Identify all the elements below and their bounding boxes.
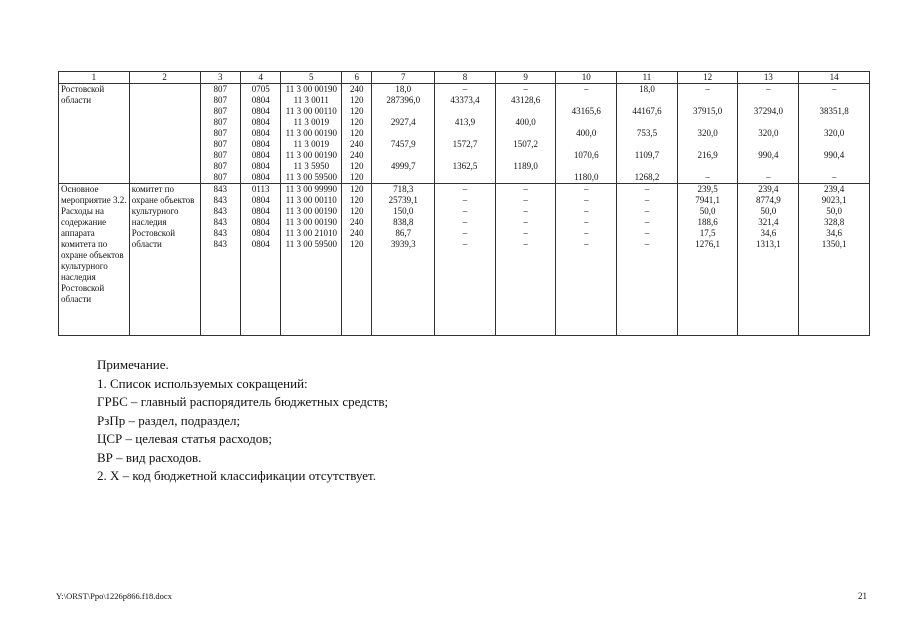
table-cell: 1362,5 — [452, 161, 478, 171]
table-cell: 0804 — [251, 106, 270, 116]
column-cell-1 — [59, 184, 130, 306]
table-cell: – — [523, 228, 528, 238]
table-row-group1 — [59, 84, 870, 184]
table-cell: 11 3 00 59500 — [285, 172, 337, 182]
table-cell: 120 — [350, 184, 364, 194]
table-cell: – — [705, 84, 710, 94]
column-cell-4 — [241, 184, 281, 306]
table-cell: 400,0 — [576, 128, 597, 138]
column-cell-12 — [677, 184, 738, 306]
table-cell: – — [584, 239, 589, 249]
column-cell-6 — [342, 84, 372, 184]
table-cell: 1180,0 — [574, 172, 599, 182]
footer-file-path: Y:\ORST\Ppo\1226p866.f18.docx — [56, 591, 172, 601]
empty-cell — [435, 305, 496, 336]
table-cell: 320,0 — [697, 128, 718, 138]
table-cell — [498, 172, 554, 183]
table-cell: 50,0 — [826, 206, 842, 216]
table-cell: 3939,3 — [390, 239, 416, 249]
column-cell-10 — [556, 84, 617, 184]
column-cell-3 — [200, 184, 240, 306]
table-cell: 807 — [213, 117, 228, 127]
column-cell-5 — [281, 184, 342, 306]
table-cell: 807 — [213, 106, 228, 116]
table-cell: 44167,6 — [632, 106, 662, 116]
table-cell: 0804 — [251, 117, 270, 127]
column-cell-6 — [342, 184, 372, 306]
table-cell: 0804 — [251, 161, 270, 171]
table-cell: – — [462, 184, 468, 194]
empty-cell — [738, 305, 799, 336]
table-cell: 25739,1 — [388, 195, 418, 205]
table-cell: – — [766, 84, 771, 94]
empty-cell — [129, 305, 200, 336]
header-cell: 8 — [435, 72, 496, 84]
table-cell — [437, 172, 493, 183]
budget-table — [58, 71, 870, 336]
table-cell: – — [523, 217, 528, 227]
header-cell: 4 — [241, 72, 281, 84]
table-cell: – — [462, 217, 468, 227]
table-cell: 753,5 — [636, 128, 658, 138]
table-cell: 0804 — [251, 239, 270, 249]
table-cell: 843 — [213, 184, 228, 194]
header-cell: 11 — [617, 72, 678, 84]
table-cell: 120 — [350, 239, 364, 249]
table-cell: 50,0 — [760, 206, 777, 216]
table-cell: 843 — [213, 217, 228, 227]
table-cell — [680, 161, 736, 172]
column-cell-2 — [129, 84, 200, 184]
header-cell: 12 — [677, 72, 738, 84]
table-cell: – — [523, 239, 528, 249]
table-cell: 86,7 — [395, 228, 412, 238]
table-cell: 328,8 — [823, 217, 845, 227]
table-cell — [437, 106, 493, 117]
column-cell-12 — [677, 84, 738, 184]
note-line-1: 1. Список используемых сокращений: — [97, 375, 308, 391]
header-cell: 2 — [129, 72, 200, 84]
table-cell: 0804 — [251, 95, 270, 105]
table-cell — [619, 139, 675, 150]
table-cell — [740, 161, 796, 172]
responsible-executor: комитет по охране объектов культурного наследия Ростовской области — [131, 184, 195, 249]
table-cell: 8774,9 — [755, 195, 781, 205]
table-cell: 11 3 0011 — [293, 95, 329, 105]
column-cell-9 — [495, 84, 556, 184]
table-cell — [374, 150, 432, 161]
table-cell: – — [584, 206, 589, 216]
table-cell — [498, 106, 554, 117]
table-cell: 11 3 00 00110 — [285, 106, 337, 116]
note-line-3: РзПр – раздел, подраздел; — [97, 412, 241, 428]
table-cell: 240 — [350, 84, 364, 94]
table-cell: – — [644, 195, 650, 205]
table-cell: 807 — [213, 128, 228, 138]
table-cell: 2927,4 — [390, 117, 416, 127]
table-cell: 240 — [350, 139, 364, 149]
table-cell: 1276,1 — [695, 239, 721, 249]
row-heading: Ростовской области — [61, 84, 105, 105]
table-cell — [374, 172, 432, 183]
table-cell: – — [584, 195, 589, 205]
note-line-5: ВР – вид расходов. — [97, 449, 202, 465]
column-cell-5 — [281, 84, 342, 184]
note-block — [97, 356, 388, 486]
note-line-4: ЦСР – целевая статья расходов; — [97, 431, 272, 446]
table-cell: 240 — [350, 228, 364, 238]
column-cell-14 — [799, 184, 870, 306]
column-cell-7 — [372, 84, 435, 184]
table-cell: 838,8 — [393, 217, 414, 227]
table-cell: 11 3 00 00190 — [285, 128, 337, 138]
table-cell: 718,3 — [393, 184, 414, 194]
header-row — [59, 72, 870, 84]
table-cell — [740, 139, 796, 150]
column-cell-13 — [738, 184, 799, 306]
empty-cell — [495, 305, 556, 336]
table-cell: 843 — [213, 239, 228, 249]
table-cell: 11 3 00 59500 — [285, 239, 337, 249]
table-cell: 807 — [213, 139, 228, 149]
table-cell: 0804 — [251, 195, 270, 205]
empty-cell — [677, 305, 738, 336]
table-cell: 0705 — [251, 84, 270, 94]
table-cell: 11 3 00 00190 — [285, 84, 337, 94]
table-cell: 50,0 — [699, 206, 716, 216]
table-cell — [619, 95, 675, 106]
table-cell: 17,5 — [699, 228, 716, 238]
column-cell-11 — [617, 184, 678, 306]
table-cell: 239,4 — [758, 184, 779, 194]
column-cell-9 — [495, 184, 556, 306]
table-cell — [498, 128, 554, 139]
note-line-6: 2. Х – код бюджетной классификации отсутствует. — [97, 468, 377, 483]
table-cell: – — [584, 217, 589, 227]
table-cell: – — [523, 206, 528, 216]
table-cell: 7941,1 — [695, 195, 721, 205]
table-cell: 1313,1 — [755, 239, 781, 249]
table-cell: 37294,0 — [753, 106, 783, 116]
table-cell: – — [462, 84, 468, 94]
table-cell: 807 — [213, 95, 228, 105]
table-cell — [374, 106, 432, 117]
table-cell: 11 3 0019 — [293, 117, 330, 127]
header-cell: 10 — [556, 72, 617, 84]
table-cell: 120 — [350, 172, 364, 182]
table-cell: 1070,6 — [573, 150, 599, 160]
table-cell — [558, 95, 614, 106]
column-cell-2 — [129, 184, 200, 306]
table-cell: 150,0 — [393, 206, 414, 216]
table-cell: 0804 — [251, 228, 270, 238]
table-cell: 0804 — [251, 150, 270, 160]
table-cell: – — [462, 206, 468, 216]
table-cell: 239,5 — [697, 184, 718, 194]
table-cell: 1109,7 — [634, 150, 660, 160]
table-cell — [740, 95, 796, 106]
table-cell — [801, 117, 867, 128]
table-cell — [680, 117, 736, 128]
table-cell: 43373,4 — [450, 95, 480, 105]
table-cell: 7457,9 — [390, 139, 416, 149]
table-cell — [437, 150, 493, 161]
table-cell: – — [644, 239, 650, 249]
table-cell: 11 3 00 99990 — [285, 184, 337, 194]
table-cell: 0804 — [251, 206, 270, 216]
table-cell: 807 — [213, 150, 228, 160]
table-cell: 413,9 — [454, 117, 476, 127]
table-cell — [801, 95, 867, 106]
empty-cell — [372, 305, 435, 336]
table-cell: – — [523, 184, 528, 194]
header-cell: 9 — [495, 72, 556, 84]
table-cell: – — [523, 195, 528, 205]
table-cell: – — [705, 172, 710, 182]
table-cell: 34,6 — [826, 228, 842, 238]
table-cell: 120 — [350, 95, 364, 105]
table-cell: 120 — [350, 128, 364, 138]
empty-cell — [59, 305, 130, 336]
table-cell: – — [644, 217, 650, 227]
table-cell — [437, 128, 493, 139]
table-cell: 120 — [350, 195, 364, 205]
table-cell: 4999,7 — [390, 161, 416, 171]
table-cell: 120 — [350, 117, 364, 127]
table-cell: 34,6 — [760, 228, 777, 238]
table-cell: 0804 — [251, 217, 270, 227]
table-cell — [558, 117, 614, 128]
table-cell: 9023,1 — [821, 195, 847, 205]
table-cell: 18,0 — [395, 84, 412, 94]
table-cell — [740, 117, 796, 128]
table-cell: 990,4 — [823, 150, 845, 160]
empty-cell — [556, 305, 617, 336]
column-cell-13 — [738, 84, 799, 184]
table-cell: 0804 — [251, 128, 270, 138]
table-cell: 807 — [213, 172, 228, 182]
table-cell — [680, 139, 736, 150]
table-cell: – — [644, 228, 650, 238]
table-cell: 0804 — [251, 139, 270, 149]
empty-cell — [799, 305, 870, 336]
table-cell — [558, 139, 614, 150]
table-cell: 1189,0 — [513, 161, 538, 171]
table-cell: 843 — [213, 195, 228, 205]
table-cell: 320,0 — [823, 128, 845, 138]
table-cell — [498, 150, 554, 161]
table-cell — [558, 161, 614, 172]
header-cell: 7 — [372, 72, 435, 84]
table-cell: – — [831, 172, 837, 182]
column-cell-8 — [435, 84, 496, 184]
table-cell: 990,4 — [758, 150, 779, 160]
table-cell: 11 3 00 00190 — [285, 206, 337, 216]
table-cell: 11 3 5950 — [293, 161, 330, 171]
table-cell: 11 3 00 00190 — [285, 217, 337, 227]
table-cell: 843 — [213, 206, 228, 216]
table-cell: 843 — [213, 228, 228, 238]
table-cell: 239,4 — [823, 184, 845, 194]
table-cell: 807 — [213, 84, 228, 94]
table-cell: – — [831, 84, 837, 94]
table-cell: – — [462, 228, 468, 238]
table-cell: 38351,8 — [819, 106, 849, 116]
header-cell: 6 — [342, 72, 372, 84]
table-cell: – — [584, 184, 589, 194]
table-cell — [374, 128, 432, 139]
empty-cell — [342, 305, 372, 336]
column-cell-3 — [200, 84, 240, 184]
table-cell: 321,4 — [758, 217, 779, 227]
table-cell — [801, 139, 867, 150]
page-number: 21 — [858, 591, 867, 601]
table-cell: 807 — [213, 161, 228, 171]
table-cell: 43128,6 — [511, 95, 541, 105]
row-heading: Основное мероприятие 3.2. Расходы на содержание аппарата комитета по охране объектов культурного наследия Ростовской области — [61, 184, 127, 304]
empty-cell — [281, 305, 342, 336]
table-cell: – — [462, 195, 468, 205]
table-cell: 240 — [350, 150, 364, 160]
table-cell: – — [644, 184, 650, 194]
column-cell-14 — [799, 84, 870, 184]
table-cell: 120 — [350, 106, 364, 116]
table-cell: 1350,1 — [821, 239, 847, 249]
table-cell — [680, 95, 736, 106]
header-cell: 13 — [738, 72, 799, 84]
table-cell: 37915,0 — [693, 106, 723, 116]
table-cell: – — [462, 239, 468, 249]
table-row-spacer — [59, 305, 870, 336]
table-cell: 320,0 — [758, 128, 779, 138]
table-cell: – — [584, 84, 589, 94]
note-title: Примечание. — [97, 357, 169, 372]
table-cell: 240 — [350, 217, 364, 227]
header-cell: 14 — [799, 72, 870, 84]
column-cell-4 — [241, 84, 281, 184]
column-cell-7 — [372, 184, 435, 306]
table-cell: 11 3 00 00110 — [285, 195, 337, 205]
column-cell-8 — [435, 184, 496, 306]
table-cell: 11 3 00 00190 — [285, 150, 337, 160]
table-cell: 11 3 0019 — [293, 139, 330, 149]
table-cell: 11 3 00 21010 — [285, 228, 337, 238]
table-cell: 0804 — [251, 172, 270, 182]
table-cell: 120 — [350, 161, 364, 171]
empty-cell — [241, 305, 281, 336]
column-cell-11 — [617, 84, 678, 184]
table-cell — [619, 161, 675, 172]
table-cell: 188,6 — [697, 217, 718, 227]
note-line-2: ГРБС – главный распорядитель бюджетных средств; — [97, 394, 389, 409]
table-cell: 287396,0 — [386, 95, 421, 105]
column-cell-10 — [556, 184, 617, 306]
header-cell: 1 — [59, 72, 130, 84]
table-cell: – — [644, 206, 650, 216]
table-cell: 1507,2 — [513, 139, 538, 149]
table-row-group2 — [59, 184, 870, 306]
header-cell: 5 — [281, 72, 342, 84]
table-cell: 43165,6 — [571, 106, 601, 116]
empty-cell — [200, 305, 240, 336]
header-cell: 3 — [200, 72, 240, 84]
table-cell: 18,0 — [639, 84, 655, 94]
table-cell: 216,9 — [697, 150, 718, 160]
table-cell: 0113 — [251, 184, 270, 194]
table-cell — [619, 117, 675, 128]
table-cell: – — [584, 228, 589, 238]
empty-cell — [617, 305, 678, 336]
table-cell: 400,0 — [515, 117, 536, 127]
table-cell: – — [766, 172, 771, 182]
table-cell: – — [523, 84, 528, 94]
table-cell — [801, 161, 867, 172]
table-cell: 1572,7 — [452, 139, 478, 149]
table-cell: 120 — [350, 206, 364, 216]
table-cell: 1268,2 — [634, 172, 660, 182]
column-cell-1 — [59, 84, 130, 184]
